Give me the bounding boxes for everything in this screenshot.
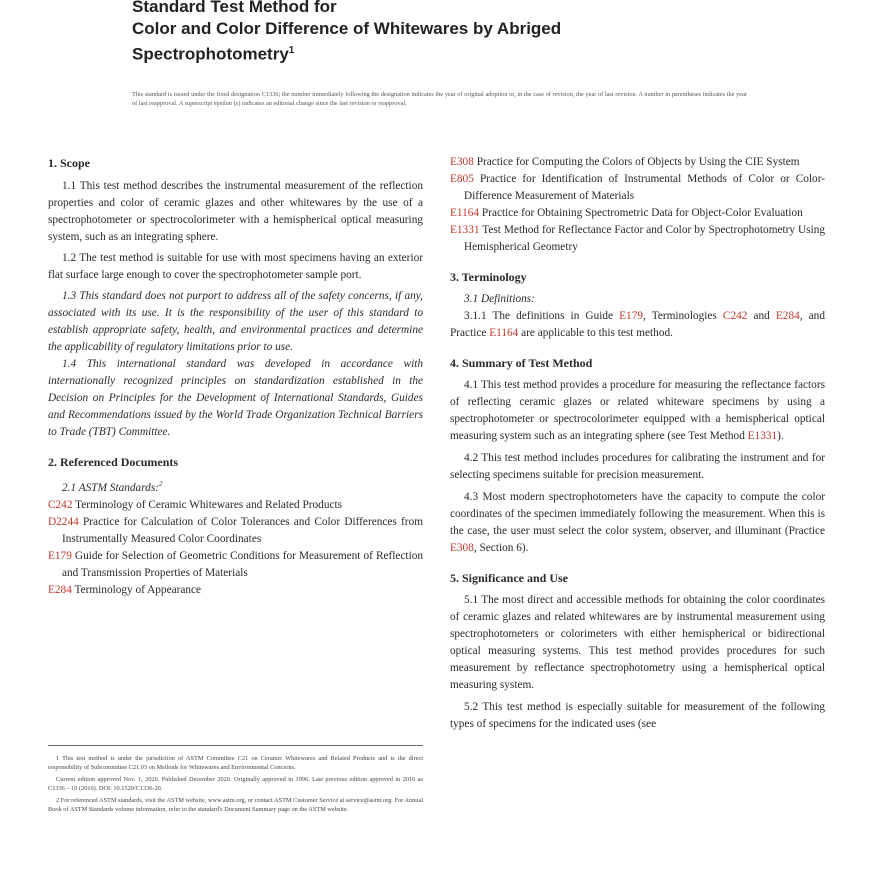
ref-link[interactable]: C242 [722, 310, 748, 322]
scope-p3: 1.3 This standard does not purport to address all of the safety concerns, if any, associated with its use. It is the responsibility of the user of this standard to establish appropriate safety, health, and environmental practices and determine the applicability of regulatory limitations prior to use. [48, 290, 423, 353]
title-line-3: Spectrophotometry$^1$ [132, 44, 295, 64]
summary-p2: 4.2 This test method includes procedures for calibrating the instrument and for selecting specimens suitable for precision measurement. [450, 452, 825, 481]
terminology-heading: 3. Terminology [450, 270, 527, 284]
summary-heading: 4. Summary of Test Method [450, 356, 593, 370]
scope-p2: 1.2 The test method is suitable for use with most specimens having an exterior flat surface large enough to cover the spectrophotometer sample port. [48, 252, 423, 281]
footnote-edition: Current edition approved Nov. 1, 2020. Published December 2020. Originally approved in 1996. Last previous edition approved in 2016 as C1336 – 10 (2016). DOI: 10.1520/C1336-20. [48, 776, 423, 792]
significance-p2: 5.2 This test method is especially suitable for measurement of the following types of specimens for the indicated uses (see [450, 701, 825, 730]
ref-link[interactable]: E308 [450, 542, 474, 554]
left-column [48, 154, 423, 599]
document-title [132, 0, 772, 66]
ref-link[interactable]: E179 [619, 310, 643, 322]
ref-link[interactable]: E284 [48, 583, 72, 596]
title-line-2: Color and Color Difference of Whitewares by Abriged [132, 19, 562, 38]
ref-link[interactable]: C242 [48, 498, 73, 511]
ref-item: E284 Terminology of Appearance [48, 583, 202, 596]
ref-link[interactable]: E805 [450, 173, 474, 185]
ref-link[interactable]: E1164 [489, 327, 519, 339]
significance-heading: 5. Significance and Use [450, 571, 569, 585]
summary-p1: 4.1 This test method provides a procedure for measuring the reflectance factors of reflecting ceramic glazes or related whiteware specimens by using a spectrophotometer or spectrocolorimeter equipped with a hemispherical optical measuring system such as an integrating sphere (see Test Method E1331). [450, 379, 825, 442]
refs-intro: 2.1 ASTM Standards:$^2$ [62, 480, 163, 494]
ref-link[interactable]: E1331 [450, 224, 480, 236]
ref-item: E1331 Test Method for Reflectance Factor and Color by Spectrophotometry Using Hemispherical Geometry [450, 224, 825, 253]
refs-heading: 2. Referenced Documents [48, 455, 179, 469]
scope-p4: 1.4 This international standard was developed in accordance with internationally recognized principles on standardization established in the Decision on Principles for the Development of International Standards, Guides and Recommendations issued by the World Trade Organization Technical Barriers to Trade (TBT) Committee. [48, 358, 423, 438]
right-column [450, 154, 825, 733]
footnotes [48, 745, 423, 817]
ref-link[interactable]: E308 [450, 156, 474, 168]
scope-heading: 1. Scope [48, 156, 90, 170]
terminology-p2: 3.1.1 The definitions in Guide E179, Terminologies C242 and E284, and Practice E1164 are applicable to this test method. [450, 310, 825, 339]
title-footnote-mark: 1 [288, 45, 295, 56]
ref-link[interactable]: E1164 [450, 207, 480, 219]
significance-p1: 5.1 The most direct and accessible methods for obtaining the color coordinates of ceramic glazes and related whitewares are by instrumental measurement using spectrophotometers or colorimeters with either hemispherical or bidirectional optical measuring systems. This test method provides procedures for such measurement by reflectance spectrophotometry using a hemispherical optical measuring system. [450, 594, 825, 691]
ref-item: D2244 Practice for Calculation of Color Tolerances and Color Differences from Instrumentally Measured Color Coordinates [48, 515, 423, 545]
ref-link[interactable]: E1331 [747, 430, 778, 442]
ref-link[interactable]: E179 [48, 549, 72, 562]
designation-note: This standard is issued under the fixed designation C1336; the number immediately following the designation indicates the year of original adoption or, in the case of revision, the year of last revision. A number in parentheses indicates the year of last reapproval. A superscript epsilon (ε) indicates an editorial change since the last revision or reapproval. [132, 91, 747, 107]
scope-p1: 1.1 This test method describes the instrumental measurement of the reflection properties and color of ceramic glazes and other whitewares by the use of a spectrophotometer or spectrocolorimeter with a hemispherical optical measuring system, such as an integrating sphere. [48, 180, 423, 243]
ref-item: E179 Guide for Selection of Geometric Conditions for Measurement of Reflection and Transmission Properties of Materials [48, 549, 424, 579]
summary-p3: 4.3 Most modern spectrophotometers have the capacity to compute the color coordinates of the specimen immediately following the measurement. When this is the case, the user must select the color system, observer, and illuminant (Practice E308, Section 6). [450, 491, 825, 554]
footnote-1: 1 This test method is under the jurisdiction of ASTM Committee C21 on Ceramic Whitewares and Related Products and is the direct responsibility of Subcommittee C21.03 on Methods for Whitewares and Environmental Concerns. [48, 755, 423, 771]
ref-item: E1164 Practice for Obtaining Spectrometric Data for Object-Color Evaluation [450, 207, 803, 219]
terminology-p1: 3.1 Definitions: [464, 293, 535, 305]
ref-link[interactable]: D2244 [48, 515, 79, 528]
footnote-2: 2 For referenced ASTM standards, visit the ASTM website, www.astm.org, or contact ASTM Customer Service at service@astm.org. For Annual Book of ASTM Standards volume information, refer to the standard's Document Summary page on the ASTM website. [48, 797, 423, 813]
ref-link[interactable]: E284 [775, 310, 800, 322]
ref-item: E805 Practice for Identification of Instrumental Methods of Color or Color-Difference Measurement of Materials [450, 173, 825, 202]
ref-item: C242 Terminology of Ceramic Whitewares and Related Products [48, 498, 343, 511]
ref-item: E308 Practice for Computing the Colors of Objects by Using the CIE System [450, 156, 800, 168]
title-line-1: Standard Test Method for [132, 0, 337, 16]
